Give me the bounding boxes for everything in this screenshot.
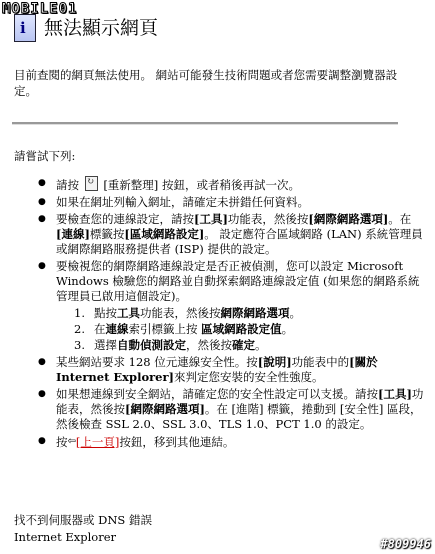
steps-list (74, 306, 428, 353)
list-item-encryption: ● 某些網站要求 128 位元連線安全性。按[說明]功能表中的[關於 Internet Explorer]來判定您安裝的安全性強度。 (56, 355, 428, 385)
step-item: 1. 點按工具功能表，然後按網際網路選項。 (74, 306, 301, 320)
step-item: 3. 選擇自動偵測設定，然後按確定。 (74, 338, 267, 352)
watermark-tag: #809946 (380, 536, 431, 551)
list-item-secure: ● 如果想連線到安全網站，請確定您的安全性設定可以支援。請按[工具]功能表，然後按[網際網路選項]。在 [進階] 標籤，捲動到 [安全性] 區段，然後檢查 SSL 2.0、SSL 3.0、TLS 1.0、PCT 1.0 的設定。 (56, 387, 428, 432)
back-arrow-icon: ⇦ (67, 436, 76, 447)
page-title: 無法顯示網頁 (44, 17, 159, 39)
step-item: 2. 在連線索引標籤上按 區域網路設定值。 (74, 322, 294, 336)
refresh-icon (85, 176, 98, 191)
divider (12, 122, 398, 125)
list-item-address: ● 如果在網址列輸入網址，請確定未拼錯任何資料。 (56, 195, 428, 210)
footer (14, 512, 152, 546)
try-label: 請嘗試下列: (14, 149, 76, 163)
product-name: Internet Explorer (14, 530, 117, 544)
list-item-connection: ● 要檢查您的連線設定，請按[工具]功能表，然後按[網際網路選項]。在[連線]標籤按[區域網路設定]。 設定應符合區域網路 (LAN) 系統管理員或網際網路服務提供者 (ISP) 提供的設定。 (56, 212, 428, 257)
info-icon: i (14, 14, 36, 42)
error-type: 找不到伺服器或 DNS 錯誤 (14, 513, 152, 527)
refresh-link[interactable]: [重新整理] (103, 178, 159, 192)
list-item-back: ● 按⇦[上一頁]按鈕，移到其他連結。 (56, 434, 428, 450)
watermark-logo: MOBILE01 (2, 1, 78, 17)
suggestion-list (38, 176, 428, 452)
back-link[interactable]: [上一頁] (75, 435, 120, 449)
intro-text: 目前查閱的網頁無法使用。 網站可能發生技術問題或者您需要調整瀏覽器設定。 (14, 68, 398, 98)
list-item-auto-detect: ● 要檢視您的網際網路連線設定是否正被偵測，您可以設定 Microsoft Windows 檢驗您的網路並自動探索網路連線設定值 (如果您的網路系統管理員已啟用這個設定)。 1. 點按工具功能表，然後按網際網路選項。 2. 在連線索引標籤上按 區域網路設定值。 3. 選擇自動偵測設定，然後按確定。 (56, 259, 428, 353)
list-item-refresh: ● 請按 ↻ [重新整理] 按鈕，或者稍後再試一次。 (56, 176, 428, 193)
